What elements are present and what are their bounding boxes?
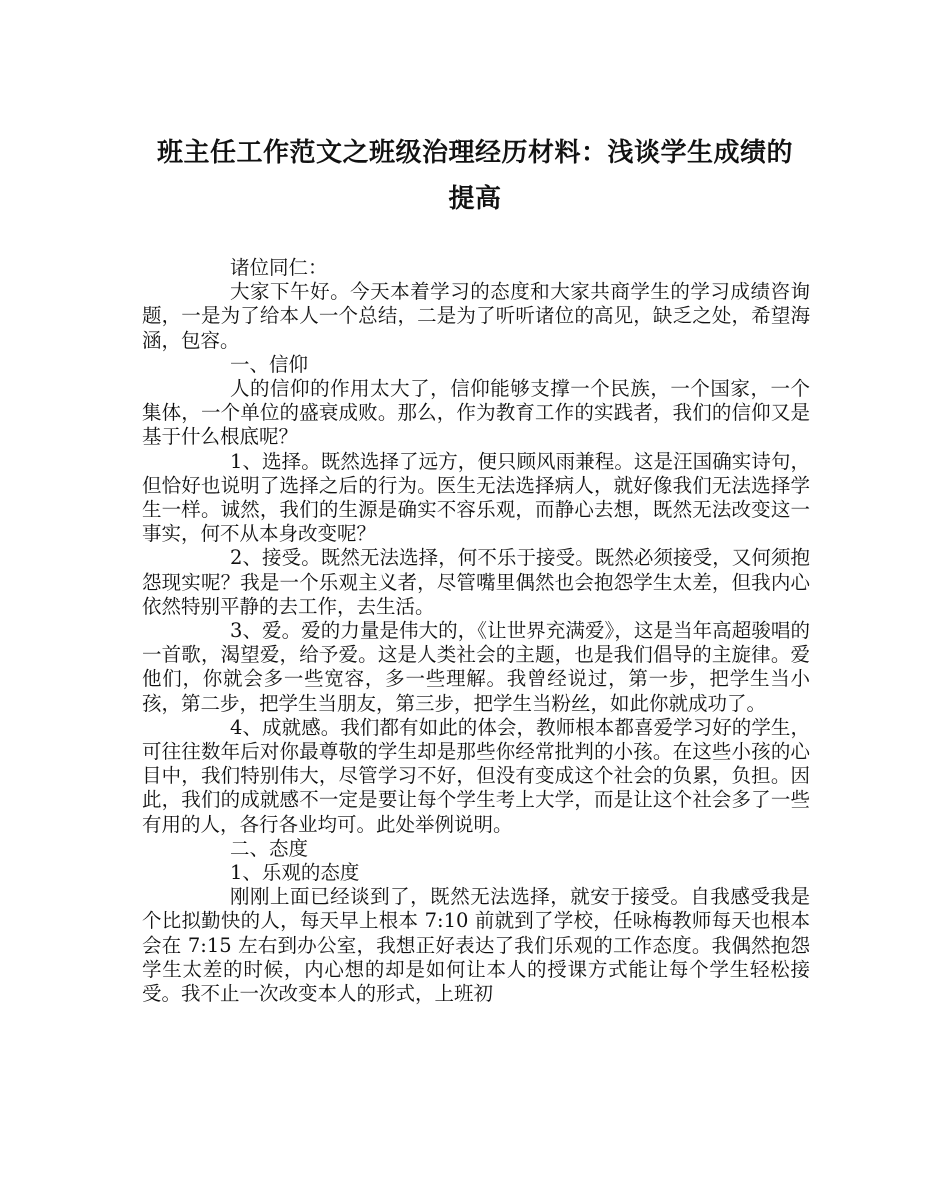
title-line-2: 提高: [448, 184, 502, 214]
subheading-optimism: 1、乐观的态度: [230, 861, 360, 885]
title-line-1: 班主任工作范文之班级治理经历材料：浅谈学生成绩的: [156, 138, 793, 168]
document-title: [135, 130, 815, 222]
section-heading-belief: 一、信仰: [230, 352, 309, 376]
section-heading-attitude: 二、态度: [230, 836, 309, 860]
document-body: [142, 256, 810, 1006]
paragraph-choice: 1、选择。既然选择了远方，便只顾风雨兼程。这是汪国确实诗句，但恰好也说明了选择之后的行为。医生无法选择病人，就好像我们无法选择学生一样。诚然，我们的生源是确实不容乐观，而静心去想，既然无法改变这一事实，何不从本身改变呢？: [142, 449, 810, 546]
paragraph-achievement: 4、成就感。我们都有如此的体会，教师根本都喜爱学习好的学生，可往往数年后对你最尊敬的学生却是那些你经常批判的小孩。在这些小孩的心目中，我们特别伟大，尽管学习不好，但没有变成这个社会的负累，负担。因此，我们的成就感不一定是要让每个学生考上大学，而是让这个社会多了一些有用的人，各行各业均可。此处举例说明。: [142, 715, 810, 836]
paragraph-optimism: 刚刚上面已经谈到了，既然无法选择，就安于接受。自我感受我是个比拟勤快的人，每天早上根本 7:10 前就到了学校，任咏梅教师每天也根本会在 7:15 左右到办公室，我想正好表达了我们乐观的工作态度。我偶然抱怨学生太差的时候，内心想的却是如何让本人的授课方式能让每个学生轻松接受。我不止一次改变本人的形式，上班初: [142, 885, 810, 1006]
paragraph-belief: 人的信仰的作用太大了，信仰能够支撑一个民族，一个国家，一个集体，一个单位的盛衰成败。那么，作为教育工作的实践者，我们的信仰又是基于什么根底呢？: [142, 377, 810, 449]
salutation: 诸位同仁：: [230, 256, 328, 279]
paragraph-acceptance: 2、接受。既然无法选择，何不乐于接受。既然必须接受，又何须抱怨现实呢？我是一个乐观主义者，尽管嘴里偶然也会抱怨学生太差，但我内心依然特别平静的去工作，去生活。: [142, 546, 810, 618]
paragraph-love: 3、爱。爱的力量是伟大的，《让世界充满爱》，这是当年高超骏唱的一首歌，渴望爱，给予爱。这是人类社会的主题，也是我们倡导的主旋律。爱他们，你就会多一些宽容，多一些理解。我曾经说过，第一步，把学生当小孩，第二步，把学生当朋友，第三步，把学生当粉丝，如此你就成功了。: [142, 619, 810, 715]
paragraph-intro: 大家下午好。今天本着学习的态度和大家共商学生的学习成绩咨询题，一是为了给本人一个总结，二是为了听听诸位的高见，缺乏之处，希望海涵，包容。: [142, 280, 810, 352]
